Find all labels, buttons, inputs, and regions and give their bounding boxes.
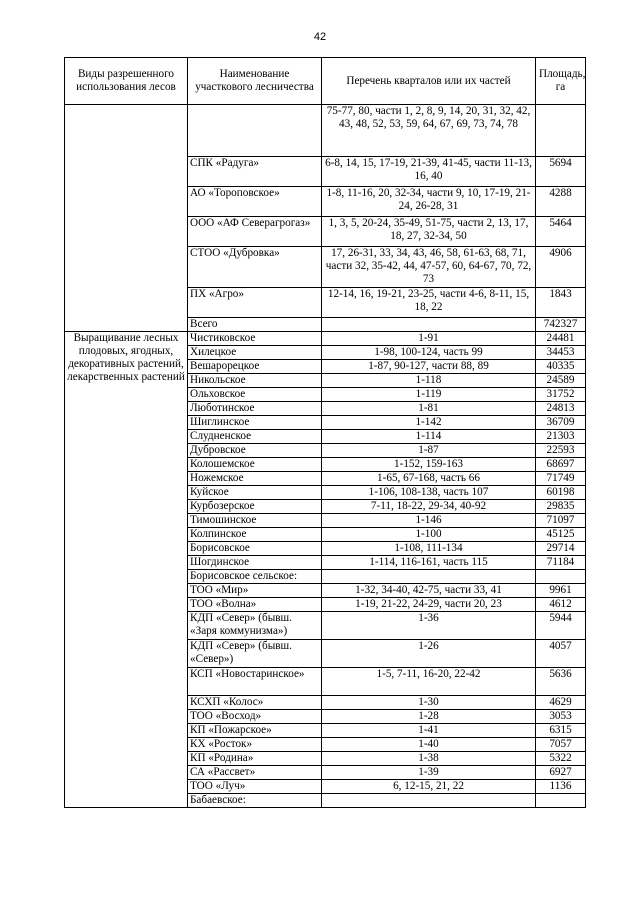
forestry-name-cell: Тимошинское: [188, 514, 322, 528]
area-cell: 40335: [536, 360, 586, 374]
forestry-name-cell: КП «Родина»: [188, 752, 322, 766]
forestry-name-cell: Никольское: [188, 374, 322, 388]
quarters-list-cell: 1-41: [322, 724, 536, 738]
forestry-name-cell: КП «Пожарское»: [188, 724, 322, 738]
forestry-name-cell: Шиглинское: [188, 416, 322, 430]
forestry-name-cell: КДП «Север» (бывш. «Заря коммунизма»): [188, 612, 322, 640]
table-row: [65, 332, 586, 346]
forestry-name-cell: ООО «АФ Северагрогаз»: [188, 217, 322, 247]
quarters-list-cell: 6-8, 14, 15, 17-19, 21-39, 41-45, части 11-13, 16, 40: [322, 157, 536, 187]
forestry-name-cell: Ножемское: [188, 472, 322, 486]
quarters-list-cell: 1-26: [322, 640, 536, 668]
forestry-name-cell: Колошемское: [188, 458, 322, 472]
area-cell: 24481: [536, 332, 586, 346]
quarters-list-cell: 1-119: [322, 388, 536, 402]
area-cell: [536, 105, 586, 157]
area-cell: 1136: [536, 780, 586, 794]
quarters-list-cell: [322, 794, 536, 808]
header-kind: Виды разрешенного использования лесов: [65, 58, 188, 105]
quarters-list-cell: 1-5, 7-11, 16-20, 22-42: [322, 668, 536, 696]
use-kind-cell: Выращивание лесных плодовых, ягодных, декоративных растений, лекарственных растений: [65, 332, 188, 808]
area-cell: 4612: [536, 598, 586, 612]
forestry-name-cell: КДП «Север» (бывш. «Север»): [188, 640, 322, 668]
table-body: [65, 105, 586, 808]
area-cell: 5944: [536, 612, 586, 640]
area-cell: 36709: [536, 416, 586, 430]
forestry-name-cell: Всего: [188, 318, 322, 332]
area-cell: 71184: [536, 556, 586, 570]
quarters-list-cell: 1-32, 34-40, 42-75, части 33, 41: [322, 584, 536, 598]
quarters-list-cell: [322, 570, 536, 584]
area-cell: 3053: [536, 710, 586, 724]
area-cell: 5322: [536, 752, 586, 766]
quarters-list-cell: 1-87, 90-127, части 88, 89: [322, 360, 536, 374]
forestry-name-cell: АО «Тороповское»: [188, 187, 322, 217]
area-cell: 4288: [536, 187, 586, 217]
forestry-name-cell: КСХП «Колос»: [188, 696, 322, 710]
quarters-list-cell: 7-11, 18-22, 29-34, 40-92: [322, 500, 536, 514]
area-cell: 31752: [536, 388, 586, 402]
area-cell: 71097: [536, 514, 586, 528]
quarters-list-cell: 1-38: [322, 752, 536, 766]
area-cell: 6927: [536, 766, 586, 780]
quarters-list-cell: 1-81: [322, 402, 536, 416]
page-number: 42: [313, 31, 327, 43]
area-cell: 9961: [536, 584, 586, 598]
forestry-name-cell: СПК «Радуга»: [188, 157, 322, 187]
area-cell: 4057: [536, 640, 586, 668]
quarters-list-cell: 1-114: [322, 430, 536, 444]
area-cell: [536, 794, 586, 808]
area-cell: 6315: [536, 724, 586, 738]
forestry-name-cell: ТОО «Луч»: [188, 780, 322, 794]
header-area: Площадь, га: [536, 58, 586, 105]
quarters-list-cell: 1-106, 108-138, часть 107: [322, 486, 536, 500]
quarters-list-cell: 1-152, 159-163: [322, 458, 536, 472]
forestry-name-cell: Ольховское: [188, 388, 322, 402]
area-cell: 22593: [536, 444, 586, 458]
use-kind-cell: [65, 105, 188, 332]
area-cell: 24589: [536, 374, 586, 388]
area-cell: 21303: [536, 430, 586, 444]
quarters-list-cell: 1-28: [322, 710, 536, 724]
area-cell: 5636: [536, 668, 586, 696]
forestry-name-cell: Куйское: [188, 486, 322, 500]
quarters-list-cell: 1-118: [322, 374, 536, 388]
forestry-name-cell: СА «Рассвет»: [188, 766, 322, 780]
quarters-list-cell: 12-14, 16, 19-21, 23-25, части 4-6, 8-11, 15, 18, 22: [322, 288, 536, 318]
forestry-name-cell: Борисовское сельское:: [188, 570, 322, 584]
header-name: Наименование участкового лесничества: [188, 58, 322, 105]
area-cell: 7057: [536, 738, 586, 752]
area-cell: 742327: [536, 318, 586, 332]
area-cell: 4906: [536, 247, 586, 288]
quarters-list-cell: 1-114, 116-161, часть 115: [322, 556, 536, 570]
forestry-name-cell: КСП «Новостаринское»: [188, 668, 322, 696]
forestry-name-cell: Слудненское: [188, 430, 322, 444]
quarters-list-cell: 75-77, 80, части 1, 2, 8, 9, 14, 20, 31, 32, 42, 43, 48, 52, 53, 59, 64, 67, 69, 73, 74, 78: [322, 105, 536, 157]
quarters-list-cell: [322, 318, 536, 332]
quarters-list-cell: 1-65, 67-168, часть 66: [322, 472, 536, 486]
forestry-name-cell: Хилецкое: [188, 346, 322, 360]
quarters-list-cell: 6, 12-15, 21, 22: [322, 780, 536, 794]
area-cell: 5694: [536, 157, 586, 187]
forestry-name-cell: Чистиковское: [188, 332, 322, 346]
quarters-list-cell: 1-91: [322, 332, 536, 346]
quarters-list-cell: 1-19, 21-22, 24-29, части 20, 23: [322, 598, 536, 612]
quarters-list-cell: 1-142: [322, 416, 536, 430]
quarters-list-cell: 1-98, 100-124, часть 99: [322, 346, 536, 360]
forestry-name-cell: ТОО «Волна»: [188, 598, 322, 612]
forestry-name-cell: Курбозерское: [188, 500, 322, 514]
forest-use-table: [64, 57, 586, 808]
area-cell: 45125: [536, 528, 586, 542]
area-cell: 60198: [536, 486, 586, 500]
forestry-name-cell: ПХ «Агро»: [188, 288, 322, 318]
forestry-name-cell: Шогдинское: [188, 556, 322, 570]
forestry-name-cell: Дубровское: [188, 444, 322, 458]
forestry-name-cell: ТОО «Восход»: [188, 710, 322, 724]
quarters-list-cell: 1-146: [322, 514, 536, 528]
forestry-name-cell: СТОО «Дубровка»: [188, 247, 322, 288]
area-cell: 5464: [536, 217, 586, 247]
header-list: Перечень кварталов или их частей: [322, 58, 536, 105]
forestry-name-cell: Вешарорецкое: [188, 360, 322, 374]
area-cell: 68697: [536, 458, 586, 472]
forestry-name-cell: Борисовское: [188, 542, 322, 556]
quarters-list-cell: 1-100: [322, 528, 536, 542]
quarters-list-cell: 1, 3, 5, 20-24, 35-49, 51-75, части 2, 13, 17, 18, 27, 32-34, 50: [322, 217, 536, 247]
quarters-list-cell: 1-36: [322, 612, 536, 640]
forestry-name-cell: КХ «Росток»: [188, 738, 322, 752]
forestry-name-cell: Колпинское: [188, 528, 322, 542]
area-cell: 1843: [536, 288, 586, 318]
area-cell: 34453: [536, 346, 586, 360]
quarters-list-cell: 1-39: [322, 766, 536, 780]
quarters-list-cell: 1-87: [322, 444, 536, 458]
table-row: [65, 105, 586, 157]
area-cell: 71749: [536, 472, 586, 486]
quarters-list-cell: 1-30: [322, 696, 536, 710]
quarters-list-cell: 1-40: [322, 738, 536, 752]
forestry-name-cell: Люботинское: [188, 402, 322, 416]
area-cell: 24813: [536, 402, 586, 416]
forestry-name-cell: [188, 105, 322, 157]
area-cell: 4629: [536, 696, 586, 710]
quarters-list-cell: 1-8, 11-16, 20, 32-34, части 9, 10, 17-19, 21-24, 26-28, 31: [322, 187, 536, 217]
header-row: [65, 58, 586, 105]
area-cell: 29835: [536, 500, 586, 514]
forestry-name-cell: Бабаевское:: [188, 794, 322, 808]
quarters-list-cell: 17, 26-31, 33, 34, 43, 46, 58, 61-63, 68, 71, части 32, 35-42, 44, 47-57, 60, 64-67, 70, 72, 73: [322, 247, 536, 288]
area-cell: [536, 570, 586, 584]
area-cell: 29714: [536, 542, 586, 556]
forestry-name-cell: ТОО «Мир»: [188, 584, 322, 598]
quarters-list-cell: 1-108, 111-134: [322, 542, 536, 556]
